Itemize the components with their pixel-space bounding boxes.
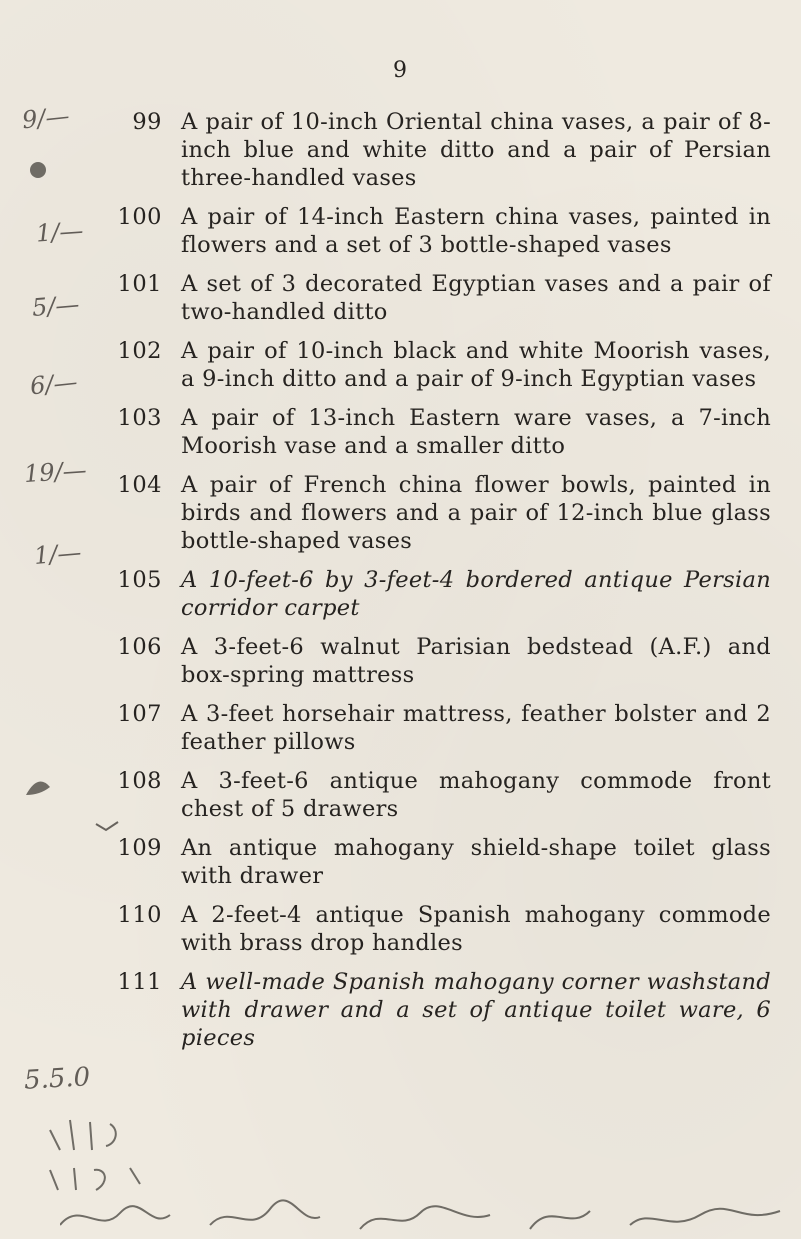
lot-description: A 3-feet-6 antique mahogany commode front chest of 5 drawers [181, 768, 771, 822]
pencil-annotation: 19/— [23, 455, 88, 489]
lot-description: A 2-feet-4 antique Spanish mahogany commode with brass drop handles [181, 902, 771, 956]
lot-description: A set of 3 decorated Egyptian vases and a pair of two-handled ditto [181, 271, 771, 325]
pencil-annotation: 5.5.0 [23, 1062, 91, 1096]
lot-description: A well-made Spanish mahogany corner washstand with drawer and a set of antique toilet ware, 6 pieces [181, 969, 771, 1051]
pencil-mark-icon [18, 150, 58, 190]
lot-entry [0, 566, 801, 622]
lot-entry [0, 968, 801, 1052]
lot-entry [0, 108, 801, 192]
lot-entry [0, 901, 801, 957]
lot-number: 99 [132, 109, 162, 135]
lot-number: 105 [117, 567, 162, 593]
lot-description: A pair of 10-inch black and white Moorish vases, a 9-inch ditto and a pair of 9-inch Egyptian vases [181, 338, 771, 392]
pencil-tick-icon [92, 818, 122, 848]
lot-number: 103 [117, 405, 162, 431]
lot-description: A 3-feet-6 walnut Parisian bedstead (A.F.) and box-spring mattress [181, 634, 771, 688]
lot-number: 101 [117, 271, 162, 297]
lot-entry [0, 404, 801, 460]
pencil-mark-icon [18, 765, 58, 805]
lot-entry [0, 203, 801, 259]
handwritten-scrawl [60, 1195, 790, 1239]
lot-number: 107 [117, 701, 162, 727]
lot-description: A 10-feet-6 by 3-feet-4 bordered antique Persian corridor carpet [181, 567, 771, 621]
pencil-annotation: 1/— [35, 216, 85, 248]
margin-scrawl [40, 1110, 180, 1200]
lot-description: A 3-feet horsehair mattress, feather bolster and 2 feather pillows [181, 701, 771, 755]
lot-entry [0, 270, 801, 326]
lot-number: 106 [117, 634, 162, 660]
pencil-annotation: 6/— [28, 367, 79, 401]
page-number: 9 [393, 58, 407, 83]
lot-entry [0, 471, 801, 555]
lot-entry [0, 767, 801, 823]
pencil-annotation: 1/— [32, 537, 83, 571]
lot-number: 104 [117, 472, 162, 498]
lot-description: A pair of French china flower bowls, painted in birds and flowers and a pair of 12-inch blue glass bottle-shaped vases [181, 472, 771, 554]
lot-number: 100 [117, 204, 162, 230]
lot-number: 110 [117, 902, 162, 928]
pencil-annotation: 9/— [20, 101, 71, 135]
lot-number: 111 [117, 969, 162, 995]
lot-description: A pair of 13-inch Eastern ware vases, a 7-inch Moorish vase and a smaller ditto [181, 405, 771, 459]
lot-entry [0, 633, 801, 689]
lot-description: An antique mahogany shield-shape toilet glass with drawer [181, 835, 771, 889]
lot-number: 109 [117, 835, 162, 861]
lot-entry [0, 700, 801, 756]
lot-entry [0, 337, 801, 393]
lot-number: 102 [117, 338, 162, 364]
lot-number: 108 [117, 768, 162, 794]
lot-description: A pair of 10-inch Oriental china vases, a pair of 8-inch blue and white ditto and a pair of Persian three-handled vases [181, 109, 771, 191]
lot-description: A pair of 14-inch Eastern china vases, painted in flowers and a set of 3 bottle-shaped vases [181, 204, 771, 258]
lot-list [0, 108, 801, 1063]
pencil-annotation: 5/— [30, 289, 81, 323]
